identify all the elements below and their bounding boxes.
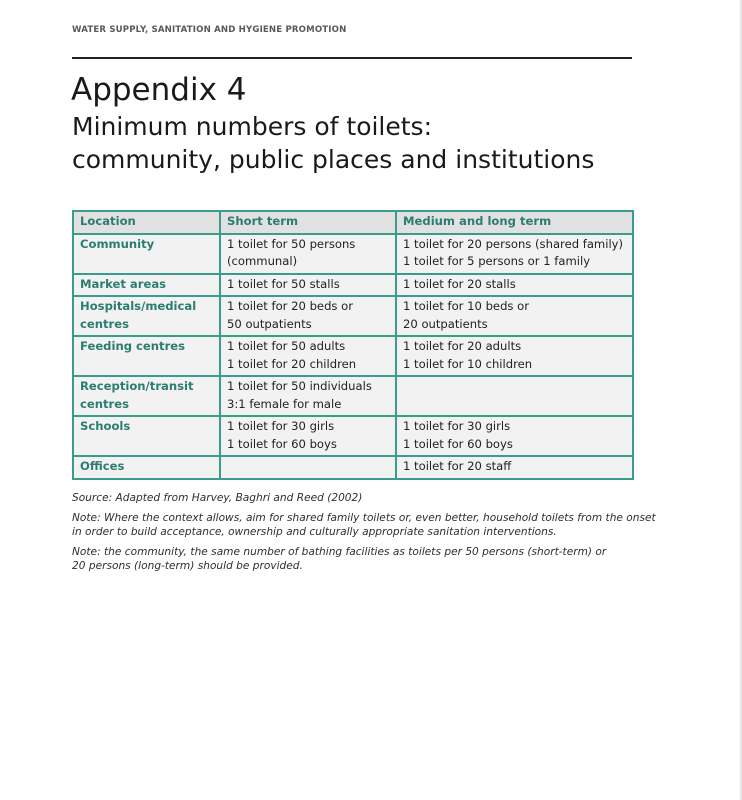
cell-line: Schools — [80, 419, 131, 433]
subtitle-line: community, public places and institutions — [72, 145, 595, 174]
cell-line: 1 toilet for 20 stalls — [403, 276, 516, 291]
cell-line: Offices — [80, 459, 125, 473]
context-note — [72, 511, 656, 540]
cell-line: centres — [80, 316, 130, 331]
cell-line: 1 toilet for 30 girls — [403, 419, 511, 433]
short-term-cell — [220, 274, 396, 297]
cell-line: 1 toilet for 50 persons — [227, 236, 356, 251]
table-row — [73, 274, 633, 297]
table-row — [73, 456, 633, 479]
note-line: 20 persons (long-term) should be provided. — [72, 560, 303, 572]
cell-line: 1 toilet for 20 children — [227, 356, 357, 371]
note-line: Note: Where the context allows, aim for shared family toilets or, even better, household toilets from the onset — [72, 511, 656, 524]
cell-line: 1 toilet for 10 beds or — [403, 299, 530, 313]
location-cell — [73, 296, 220, 336]
note-line: Note: the community, the same number of bathing facilities as toilets per 50 persons (short-term) or — [72, 545, 607, 558]
source-note: Source: Adapted from Harvey, Baghri and Reed (2002) — [72, 492, 363, 504]
subtitle-line: Minimum numbers of toilets: — [72, 112, 433, 141]
page-subtitle — [72, 110, 594, 176]
location-cell — [73, 376, 220, 416]
short-term-cell — [220, 234, 396, 274]
location-cell — [73, 274, 220, 297]
cell-line: 1 toilet for 5 persons or 1 family — [403, 254, 591, 268]
column-header-short-term: Short term — [220, 211, 396, 234]
running-head: WATER SUPPLY, SANITATION AND HYGIENE PROMOTION — [72, 25, 347, 35]
long-term-cell — [396, 376, 633, 416]
cell-line: centres — [80, 396, 130, 411]
long-term-cell — [396, 234, 633, 274]
location-cell — [73, 416, 220, 456]
cell-line: 1 toilet for 60 boys — [227, 436, 337, 451]
short-term-cell — [220, 416, 396, 456]
table-header-row — [73, 211, 633, 234]
cell-line: 50 outpatients — [227, 316, 312, 331]
location-cell — [73, 456, 220, 479]
cell-line: 1 toilet for 10 children — [403, 356, 533, 371]
location-cell — [73, 234, 220, 274]
short-term-cell — [220, 296, 396, 336]
cell-line: 1 toilet for 50 individuals — [227, 379, 372, 393]
cell-line: Hospitals/medical — [80, 299, 197, 313]
column-header-medium-long-term: Medium and long term — [396, 211, 633, 234]
table-row — [73, 376, 633, 416]
cell-line: 3:1 female for male — [227, 396, 342, 411]
cell-line: 1 toilet for 50 adults — [227, 339, 346, 353]
table-row — [73, 296, 633, 336]
cell-line: Feeding centres — [80, 339, 186, 353]
cell-line: Community — [80, 236, 155, 251]
table-row — [73, 336, 633, 376]
page-title: Appendix 4 — [71, 72, 247, 108]
table-row — [73, 234, 633, 274]
long-term-cell — [396, 336, 633, 376]
long-term-cell — [396, 274, 633, 297]
long-term-cell — [396, 456, 633, 479]
table-row — [73, 416, 633, 456]
cell-line: (communal) — [227, 254, 298, 268]
cell-line: 1 toilet for 60 boys — [403, 436, 513, 451]
location-cell — [73, 336, 220, 376]
table-notes — [72, 491, 656, 579]
column-header-location: Location — [73, 211, 220, 234]
note-line: in order to build acceptance, ownership and culturally appropriate sanitation interventions. — [72, 526, 557, 538]
cell-line: 1 toilet for 20 adults — [403, 339, 522, 353]
cell-line: 20 outpatients — [403, 316, 488, 331]
cell-line: 1 toilet for 20 staff — [403, 459, 512, 473]
short-term-cell — [220, 456, 396, 479]
bathing-note — [72, 545, 632, 574]
cell-line: Market areas — [80, 276, 167, 291]
short-term-cell — [220, 336, 396, 376]
cell-line: Reception/transit — [80, 379, 194, 393]
header-rule — [72, 57, 632, 59]
cell-line: 1 toilet for 20 beds or — [227, 299, 354, 313]
cell-line: 1 toilet for 30 girls — [227, 419, 335, 433]
short-term-cell — [220, 376, 396, 416]
cell-line: 1 toilet for 50 stalls — [227, 276, 340, 291]
long-term-cell — [396, 296, 633, 336]
cell-line: 1 toilet for 20 persons (shared family) — [403, 236, 624, 251]
toilets-table — [72, 210, 634, 480]
long-term-cell — [396, 416, 633, 456]
